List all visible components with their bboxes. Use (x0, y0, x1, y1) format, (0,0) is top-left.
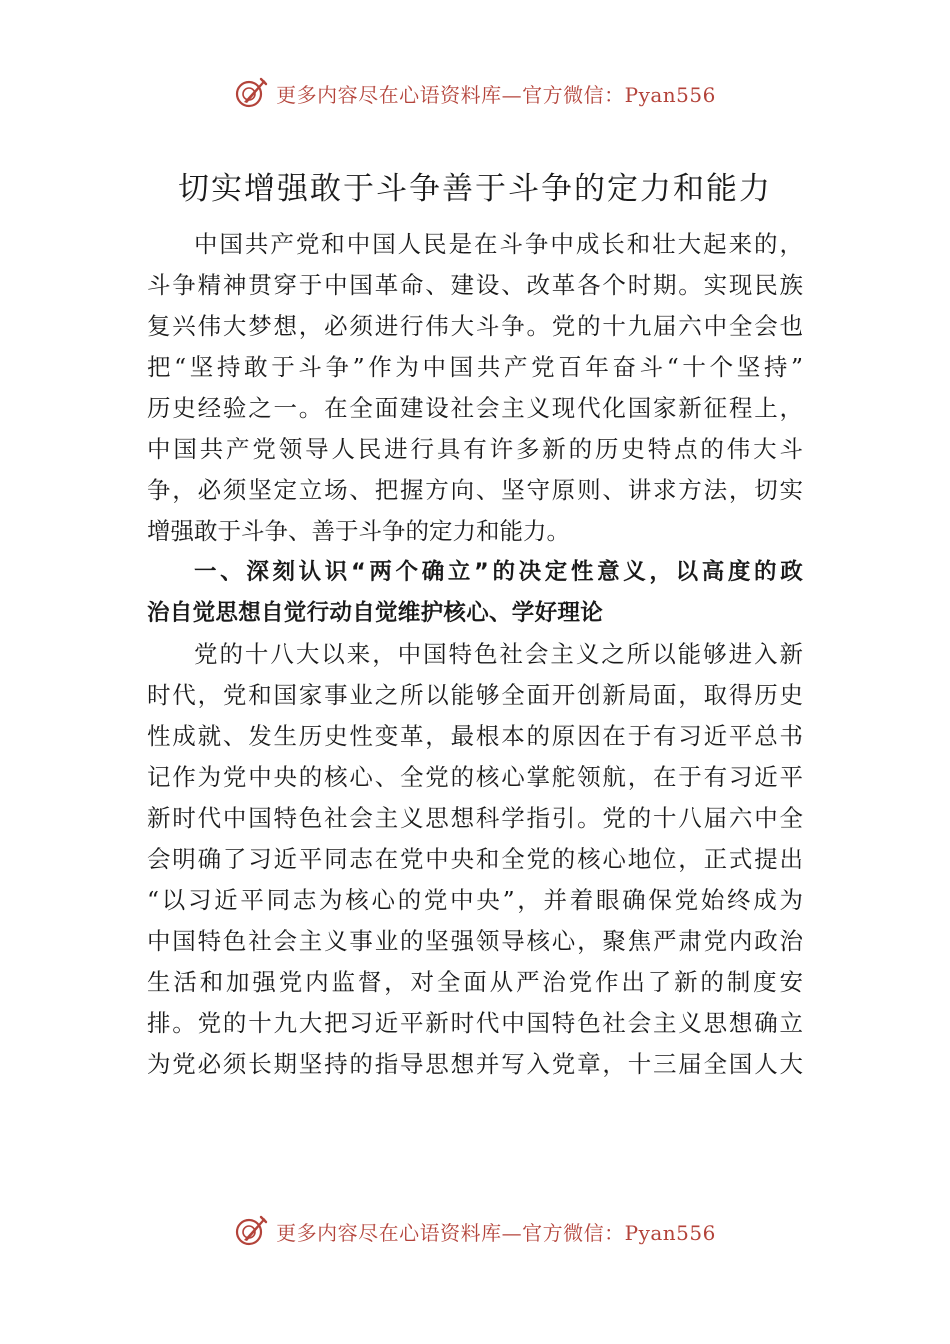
body-line: 历史经验之一。在全面建设社会主义现代化国家新征程上， (147, 394, 803, 422)
body-line: 新时代中国特色社会主义思想科学指引。党的十八届六中全 (147, 804, 803, 832)
document-title: 切实增强敢于斗争善于斗争的定力和能力 (178, 171, 772, 207)
body-line: 中国共产党和中国人民是在斗争中成长和壮大起来的， (194, 230, 803, 258)
body-line: 性成就、发生历史性变革，最根本的原因在于有习近平总书 (147, 722, 803, 750)
body-line: 中国特色社会主义事业的坚强领导核心，聚焦严肃党内政治 (147, 927, 803, 955)
body-line: 党的十八大以来，中国特色社会主义之所以能够进入新 (194, 640, 803, 668)
body-line: 争，必须坚定立场、把握方向、坚守原则、讲求方法，切实 (147, 476, 803, 504)
body-line: “以习近平同志为核心的党中央”，并着眼确保党始终成为 (147, 886, 803, 914)
body-line: 为党必须长期坚持的指导思想并写入党章，十三届全国人大 (147, 1050, 803, 1078)
pen-nib-logo-icon (234, 76, 268, 110)
body-line: 把“坚持敢于斗争”作为中国共产党百年奋斗“十个坚持” (147, 353, 803, 381)
watermark-text: 更多内容尽在心语资料库—官方微信：Pyan556 (276, 82, 716, 107)
body-line: 中国共产党领导人民进行具有许多新的历史特点的伟大斗 (147, 435, 803, 463)
body-line: 会明确了习近平同志在党中央和全党的核心地位，正式提出 (147, 845, 803, 873)
document-body (147, 224, 803, 1085)
section-heading-line: 一、深刻认识“两个确立”的决定性意义，以高度的政 (194, 559, 803, 585)
pen-nib-logo-icon (234, 1214, 268, 1248)
watermark-text: 更多内容尽在心语资料库—官方微信：Pyan556 (276, 1220, 716, 1245)
body-line: 斗争精神贯穿于中国革命、建设、改革各个时期。实现民族 (147, 271, 803, 299)
footer-watermark-banner (0, 1211, 950, 1251)
body-line: 生活和加强党内监督，对全面从严治党作出了新的制度安 (147, 968, 803, 996)
body-line: 增强敢于斗争、善于斗争的定力和能力。 (147, 517, 570, 545)
body-line: 时代，党和国家事业之所以能够全面开创新局面，取得历史 (147, 681, 803, 709)
body-line: 排。党的十九大把习近平新时代中国特色社会主义思想确立 (147, 1009, 803, 1037)
header-watermark-banner (0, 73, 950, 113)
section-heading-line: 治自觉思想自觉行动自觉维护核心、学好理论 (147, 600, 604, 626)
body-line: 记作为党中央的核心、全党的核心掌舵领航，在于有习近平 (147, 763, 803, 791)
body-line: 复兴伟大梦想，必须进行伟大斗争。党的十九届六中全会也 (147, 312, 803, 340)
